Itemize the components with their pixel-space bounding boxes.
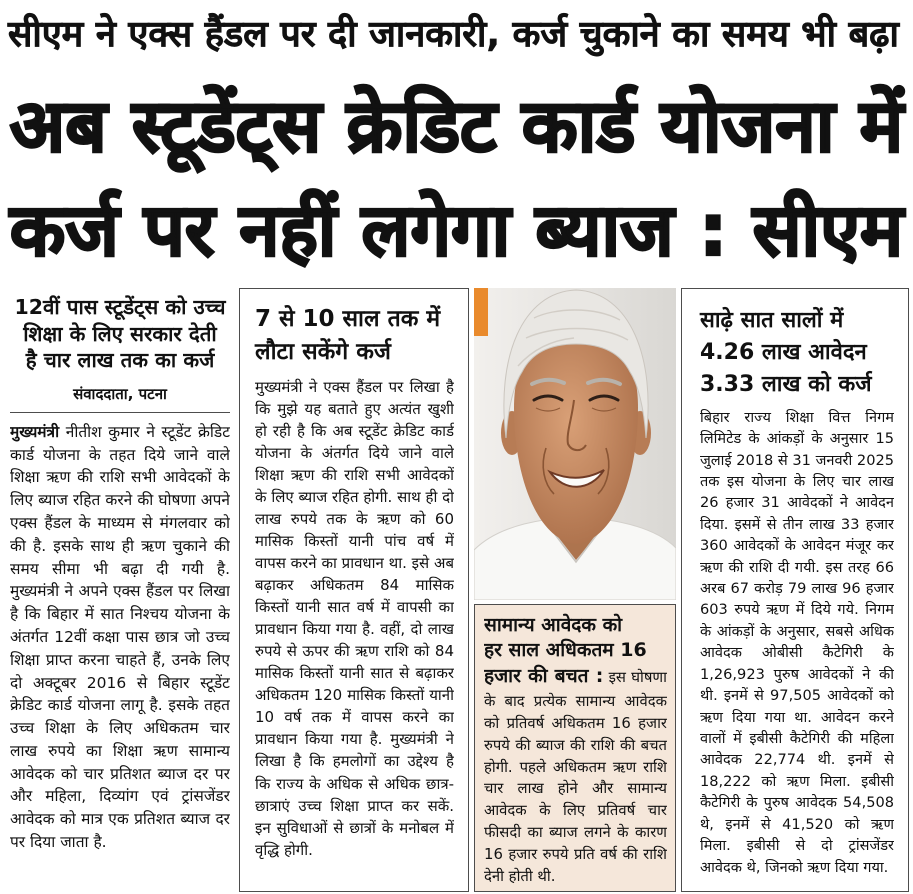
middle-body: मुख्यमंत्री ने एक्स हैंडल पर लिखा है कि मुझे यह बताते हुए अत्यंत खुशी हो रही है कि अब स्टूडेंट क्रेडिट कार्ड योजना के अंतर्गत दिये जाने वाले शिक्षा ऋण की राशि सभी आवेदकों के लिए ब्याज रहित होगी. साथ ही दो लाख रुपये तक के ऋण को 60 मासिक किस्तों यानी पांच वर्ष में वापस करने का प्रावधान था. इसे अब बढ़ाकर अधिकतम 84 मासिक किस्तों यानी सात वर्ष में वापसी का प्रावधान किया गया है. वहीं, दो लाख रुपये से ऊपर की ऋण राशि को 84 मासिक किस्तों यानी सात से बढ़ाकर अधिकतम 120 मासिक किस्तों यानी 10 वर्ष तक में वापस करने का प्रावधान किया गया है. मुख्यमंत्री ने लिखा है कि हमलोगों का उद्देश्य है कि राज्य के अधिक से अधिक छात्र-छात्राएं उच्च शिक्षा प्राप्त कर सकें. इन सुविधाओं से छात्रों के मनोबल में वृद्धि होगी. [255, 377, 454, 859]
photo-accent-strip [474, 288, 488, 336]
middle-column [239, 288, 469, 892]
savings-heading [484, 613, 667, 663]
cm-photo-frame [474, 288, 676, 600]
subhead-line: है चार लाख तक का कर्ज [25, 348, 215, 373]
main-headline-line-1 [8, 76, 905, 178]
left-lead-word: मुख्यमंत्री [10, 422, 60, 441]
left-body [10, 421, 230, 854]
left-subhead [10, 294, 230, 374]
right-heading-line: साढ़े सात सालों में [700, 308, 844, 333]
headline-text-2: कर्ज पर नहीं लगेगा ब्याज : सीएम [9, 189, 904, 273]
subhead-line: 12वीं पास स्टूडेंट्स को उच्च [14, 295, 226, 319]
subhead-line: शिक्षा के लिए सरकार देती [23, 321, 217, 346]
right-heading-line: 3.33 लाख को कर्ज [700, 371, 872, 397]
kicker-headline [8, 4, 903, 64]
left-body-area [10, 421, 230, 892]
right-body-inner [700, 407, 894, 878]
savings-body [484, 663, 667, 887]
savings-box-area [484, 613, 667, 887]
savings-box-inner [484, 613, 667, 887]
savings-heading-line: हजार की बचत : [484, 665, 604, 688]
byline-divider [10, 412, 230, 413]
savings-heading-line: हर साल अधिकतम 16 [484, 639, 647, 662]
headline-text-1: अब स्टूडेंट्स क्रेडिट कार्ड योजना में [9, 85, 904, 169]
left-column [6, 290, 234, 892]
cm-photo [474, 288, 676, 600]
middle-heading-line: 7 से 10 साल तक में [255, 306, 441, 332]
left-body-text: नीतीश कुमार ने स्टूडेंट क्रेडिट कार्ड योजना के तहत दिये जाने वाले शिक्षा ऋण की राशि सभी आवेदकों के लिए ब्याज रहित करने की घोषणा अपने एक्स हैंडल के माध्यम से मंगलवार को की है. इसके साथ ही ऋण चुकाने की समय सीमा भी बढ़ा दी गयी है. मुख्यमंत्री ने अपने एक्स हैंडल पर लिखा है कि बिहार में सात निश्चय योजना के अंतर्गत 12वीं कक्षा पास छात्र जो उच्च शिक्षा प्राप्त करना चाहते हैं, उनके लिए दो अक्टूबर 2016 से बिहार स्टूडेंट क्रेडिट कार्ड योजना लागू है. इसके तहत उच्च शिक्षा के लिए अधिकतम चार लाख रुपये का शिक्षा ऋण सामान्य आवेदक को चार प्रतिशत ब्याज दर पर और महिला, दिव्यांग एवं ट्रांसजेंडर आवेदक को मात्र एक प्रतिशत ब्याज दर पर दिया जाता है. [10, 422, 230, 851]
right-column [681, 288, 909, 892]
middle-heading-line: लौटा सकेंगे कर्ज [255, 339, 391, 366]
right-heading [700, 305, 894, 401]
middle-body-area [255, 376, 454, 887]
savings-heading-line: सामान्य आवेदक को [484, 614, 623, 636]
kicker-text: सीएम ने एक्स हैंडल पर दी जानकारी, कर्ज चुकाने का समय भी बढ़ा [8, 13, 899, 55]
middle-body-inner [255, 376, 454, 861]
left-body-inner [10, 421, 230, 854]
savings-box [474, 604, 676, 892]
savings-body-text: इस घोषणा के बाद प्रत्येक सामान्य आवेदक को प्रतिवर्ष अधिकतम 16 हजार रुपये की ब्याज की राशि की बचत होगी. पहले अधिकतम ऋण राशि चार लाख होने और सामान्य आवेदक के लिए प्रतिवर्ष चार फीसदी का ब्याज लगने के कारण 16 हजार रुपये प्रति वर्ष की राशि देनी होती थी. [484, 668, 667, 885]
right-body-area [700, 407, 894, 887]
byline: संवाददाता, पटना [73, 384, 167, 403]
middle-heading [255, 303, 454, 370]
main-headline-line-2 [8, 180, 905, 282]
right-body: बिहार राज्य शिक्षा वित्त निगम लिमिटेड के आंकड़ों के अनुसार 15 जुलाई 2018 से 31 जनवरी 2025 तक इस योजना के लिए चार लाख 26 हजार 31 आवेदकों ने आवेदन दिया. इसमें से तीन लाख 33 हजार 360 आवेदकों के आवेदन मंजूर कर ऋण की राशि दी गयी. इस तरह 66 अरब 67 करोड़ 79 लाख 96 हजार 603 रुपये ऋण में दिये गये. निगम के आंकड़ों के अनुसार, सबसे अधिक आवेदक ओबीसी कैटेगिरी के 1,26,923 पुरुष आवेदकों ने की थी. इनमें से 97,505 आवेदकों को ऋण दिया गया था. आवेदन करने वालों में इबीसी कैटेगिरी की महिला आवेदक 22,774 थी. इनमें से 18,222 को ऋण मिला. इबीसी कैटेगिरी के पुरुष आवेदक 54,508 थे, इनमें से 41,520 को ऋण मिला. इबीसी से दो ट्रांसजेंडर आवेदक थे, जिनको ऋण दिया गया. [700, 408, 894, 876]
right-heading-line: 4.26 लाख आवेदन [700, 339, 867, 365]
